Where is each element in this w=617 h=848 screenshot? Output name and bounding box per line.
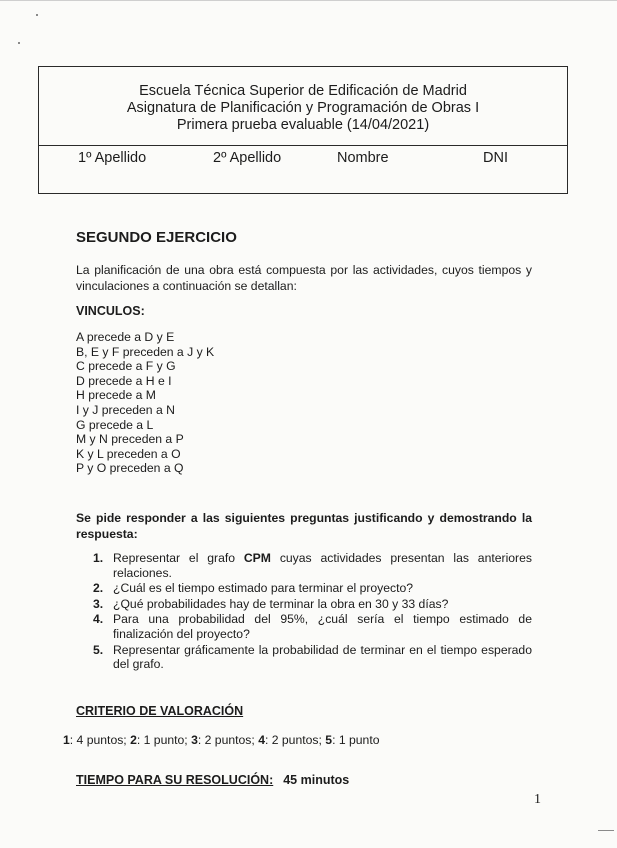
link-item: P y O preceden a Q [76,461,184,476]
criteria-score: : 4 puntos; [69,733,131,747]
criteria-score: : 2 puntos; [197,733,259,747]
course-name: Asignatura de Planificación y Programación de Obras I [126,100,480,116]
criteria-title: CRITERIO DE VALORACIÓN [76,704,244,718]
link-item: D precede a H e I [76,373,172,388]
question-text: Para una probabilidad del 95%, ¿cuál sería el tiempo estimado de finalización del proyecto? [113,612,532,641]
field-name: Nombre [337,150,389,166]
exercise-intro: La planificación de una obra está compuesta por las actividades, cuyos tiempos y vinculaciones a continuación se detallan: [76,263,532,293]
criteria-scores [63,733,380,747]
questions-list [76,551,532,673]
scan-speck [18,42,20,44]
link-item: M y N preceden a P [76,432,184,447]
section-title: SEGUNDO EJERCICIO [76,229,237,246]
criteria-number: 3 [191,733,198,747]
links-list [76,330,214,476]
link-item: K y L preceden a O [76,446,181,461]
field-second-surname: 2º Apellido [213,150,282,166]
link-item: A precede a D y E [76,330,175,344]
question-text-end: cuyas actividades presentan las anteriores relaciones. [113,551,532,580]
question-text: ¿Cuál es el tiempo estimado para terminar el proyecto? [113,581,414,596]
question-number: 2. [93,581,104,596]
criteria-score: : 1 punto [332,733,380,747]
exam-header-box [38,66,568,194]
question-text: Representar el grafo [113,551,244,565]
link-item: G precede a L [76,417,154,432]
time-value: 45 minutos [283,773,350,787]
header-divider [39,145,567,146]
exam-title: Primera prueba evaluable (14/04/2021) [176,117,430,133]
time-label: TIEMPO PARA SU RESOLUCIÓN: [76,773,274,787]
question-item [76,551,532,580]
time-row [76,773,349,787]
criteria-score: : 1 punto; [136,733,192,747]
question-text: Representar gráficamente la probabilidad de terminar en el tiempo esperado del grafo. [113,642,532,672]
link-item: B, E y F preceden a J y K [76,344,215,359]
questions-intro: Se pide responder a las siguientes preguntas justificando y demostrando la respuesta: [76,511,532,541]
question-number: 1. [93,551,104,565]
link-item: H precede a M [76,388,156,403]
school-name: Escuela Técnica Superior de Edificación de Madrid [139,83,467,99]
question-emphasis: CPM [243,551,271,565]
page-top-edge [0,0,617,1]
question-item [76,643,532,672]
link-item: I y J preceden a N [76,402,175,417]
criteria-number: 1 [63,733,70,747]
question-number: 5. [93,642,104,657]
field-dni: DNI [483,150,508,166]
criteria-number: 5 [325,733,333,747]
links-title: VINCULOS: [76,304,145,318]
question-item [76,597,532,612]
criteria-number: 2 [130,733,137,747]
question-item [76,612,532,641]
criteria-number: 4 [258,733,265,747]
question-number: 4. [93,612,104,627]
scan-speck [598,830,614,831]
scan-speck [36,14,38,16]
question-text: ¿Qué probabilidades hay de terminar la obra en 30 y 33 días? [113,596,449,611]
question-item [76,581,532,596]
criteria-score: : 2 puntos; [264,733,326,747]
question-number: 3. [93,596,104,611]
page-number: 1 [534,792,541,807]
link-item: C precede a F y G [76,359,176,374]
field-first-surname: 1º Apellido [78,150,147,166]
